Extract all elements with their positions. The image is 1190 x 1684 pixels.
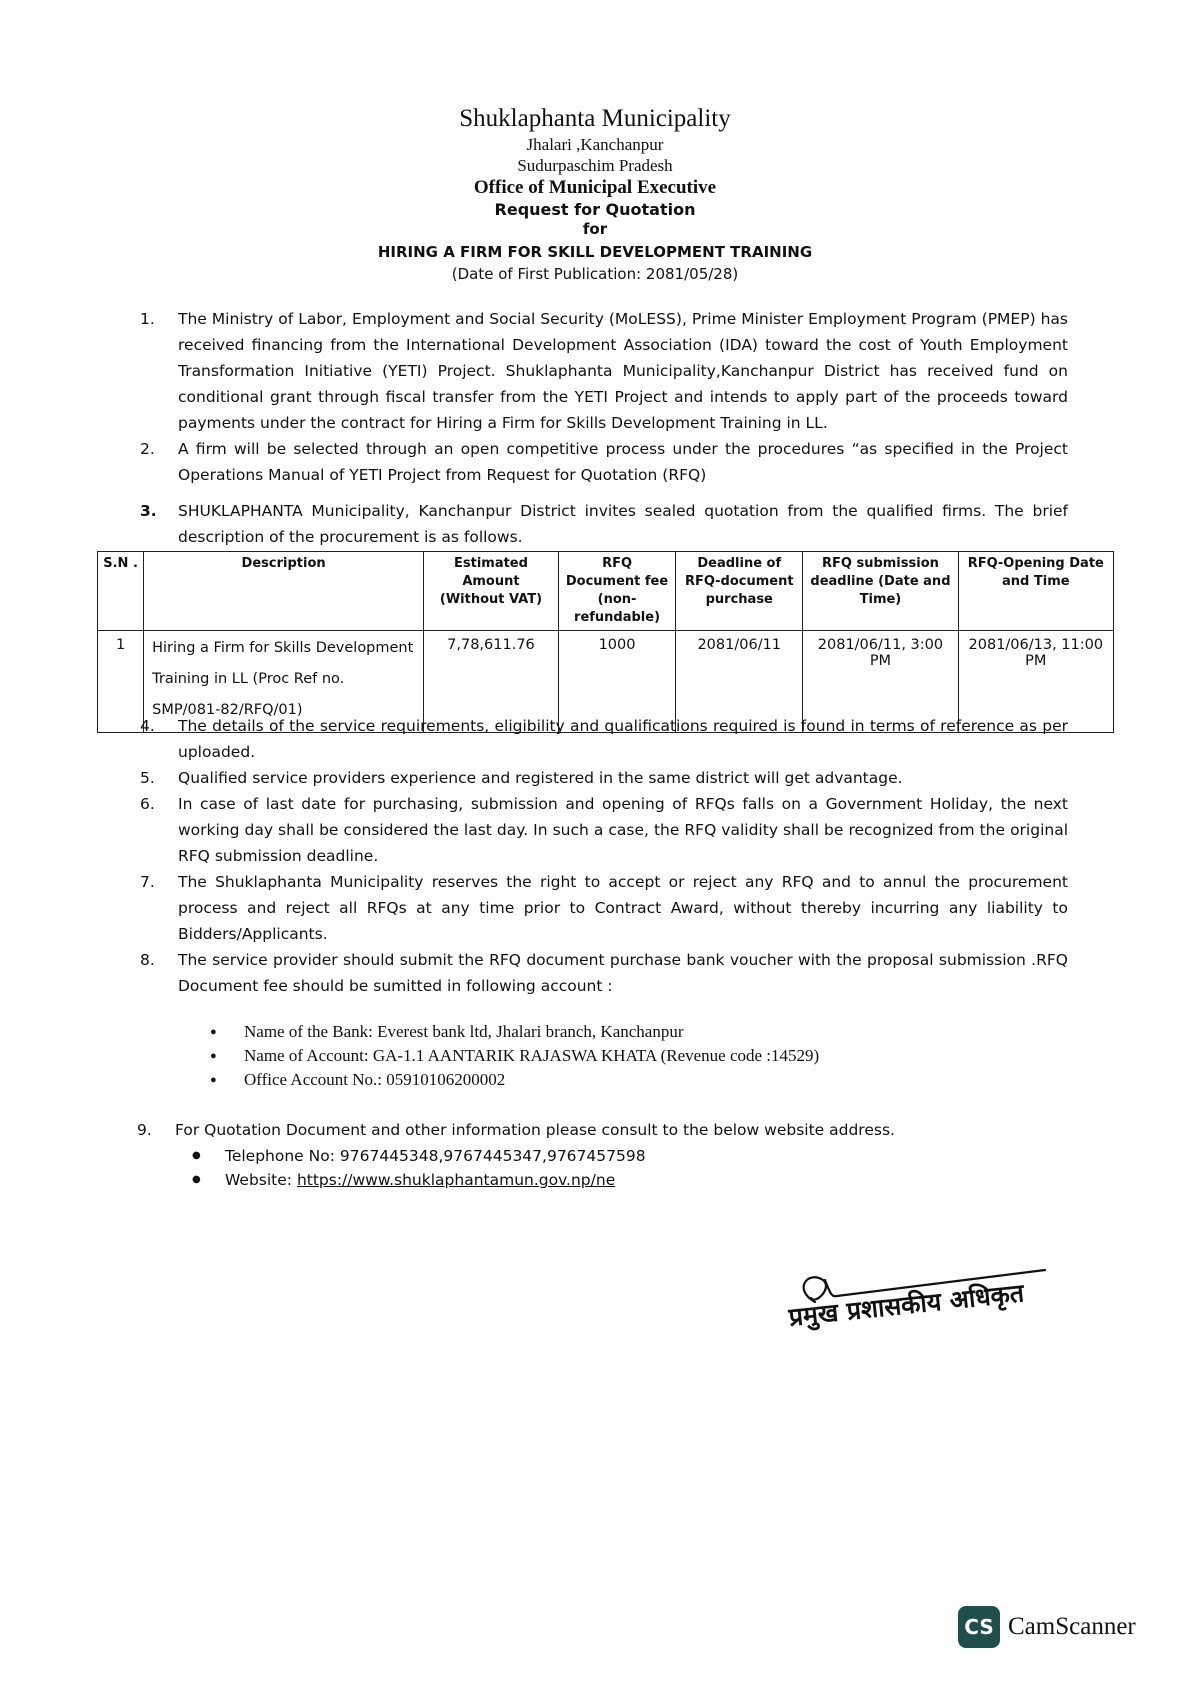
paragraph-7 xyxy=(140,869,1068,947)
cell-submission-deadline: 2081/06/11, 3:00 PM xyxy=(803,631,958,733)
cell-rfq-fee: 1000 xyxy=(558,631,675,733)
paragraph-text: A firm will be selected through an open competitive process under the procedures “as specified in the Project Operations Manual of YETI Project from Request for Quotation (RFQ) xyxy=(178,440,1068,484)
paragraph-3 xyxy=(140,498,1068,550)
paragraph-1 xyxy=(140,306,1068,436)
header-sn: S.N . xyxy=(98,552,144,631)
paragraph-number: 1. xyxy=(140,310,155,328)
request-title: Request for Quotation xyxy=(494,200,696,219)
header-purchase-deadline: Deadline of RFQ-document purchase xyxy=(676,552,803,631)
paragraph-text: The Ministry of Labor, Employment and Social Security (MoLESS), Prime Minister Employment Program (PMEP) has received financing from the International Development Association (IDA) toward the cost of Youth Employment Transformation Initiative (YETI) Project. Shuklaphanta Municipality,Kanchanpur District has received fund on conditional grant through fiscal transfer from the YETI Project and intends to apply part of the proceeds toward payments under the contract for Hiring a Firm for Skills Development Training in LL. xyxy=(178,310,1068,432)
letterhead xyxy=(0,104,1190,285)
for-line: for xyxy=(582,220,608,238)
subject-title: HIRING A FIRM FOR SKILL DEVELOPMENT TRAINING xyxy=(377,243,813,261)
account-number: ● Office Account No.: 05910106200002 xyxy=(210,1068,819,1092)
cell-estimated-amount: 7,78,611.76 xyxy=(424,631,559,733)
paragraph-text: For Quotation Document and other information please consult to the below website address. xyxy=(175,1121,895,1139)
header-submission-deadline: RFQ submission deadline (Date and Time) xyxy=(803,552,958,631)
address-line-1: Jhalari ,Kanchanpur xyxy=(526,135,664,154)
signature-title: प्रमुख प्रशासकीय अधिकृत xyxy=(787,1278,1026,1332)
publication-date: (Date of First Publication: 2081/05/28) xyxy=(451,265,739,283)
paragraph-number: 2. xyxy=(140,440,155,458)
paragraph-8 xyxy=(140,947,1068,999)
paragraph-2 xyxy=(140,436,1068,488)
org-name: Shuklaphanta Municipality xyxy=(459,105,731,132)
paragraph-number: 3. xyxy=(140,502,157,520)
cell-description: Hiring a Firm for Skills Development Training in LL (Proc Ref no. SMP/081-82/RFQ/01) xyxy=(144,631,424,733)
paragraph-text: The service provider should submit the RFQ document purchase bank voucher with the proposal submission .RFQ Document fee should be sumitted in following account : xyxy=(178,951,1068,995)
website-link[interactable]: https://www.shuklaphantamun.gov.np/ne xyxy=(296,1171,616,1189)
paragraph-text: Qualified service providers experience and registered in the same district will get advantage. xyxy=(178,769,903,787)
paragraph-number: 6. xyxy=(140,795,155,813)
contact-details xyxy=(192,1144,646,1192)
paragraph-6 xyxy=(140,791,1068,869)
telephone: ● Telephone No: 9767445348,9767445347,9767457598 xyxy=(192,1144,646,1168)
header-opening-date: RFQ-Opening Date and Time xyxy=(958,552,1113,631)
paragraph-text: SHUKLAPHANTA Municipality, Kanchanpur District invites sealed quotation from the qualified firms. The brief description of the procurement is as follows. xyxy=(178,502,1068,546)
paragraph-5 xyxy=(140,765,1068,791)
camscanner-watermark xyxy=(958,1606,1136,1648)
signature-block xyxy=(785,1250,1065,1350)
paragraph-number: 5. xyxy=(140,769,155,787)
cell-opening-date: 2081/06/13, 11:00 PM xyxy=(958,631,1113,733)
office-name: Office of Municipal Executive xyxy=(473,177,717,198)
header-description: Description xyxy=(144,552,424,631)
paragraph-4 xyxy=(140,713,1068,765)
paragraph-number: 8. xyxy=(140,951,155,969)
paragraph-number: 4. xyxy=(140,717,155,735)
header-estimated-amount: Estimated Amount (Without VAT) xyxy=(424,552,559,631)
account-name: ● Name of Account: GA-1.1 AANTARIK RAJASWA KHATA (Revenue code :14529) xyxy=(210,1044,819,1068)
camscanner-text: CamScanner xyxy=(1008,1613,1136,1640)
bank-details xyxy=(210,1020,819,1092)
paragraph-text: The details of the service requirements, eligibility and qualifications required is found in terms of reference as per uploaded. xyxy=(178,717,1068,761)
header-rfq-fee: RFQ Document fee (non-refundable) xyxy=(558,552,675,631)
website-label: Website: xyxy=(225,1171,297,1189)
cell-sn: 1 xyxy=(98,631,144,733)
paragraph-text: In case of last date for purchasing, submission and opening of RFQs falls on a Government Holiday, the next working day shall be considered the last day. In such a case, the RFQ validity shall be recognized from the original RFQ submission deadline. xyxy=(178,795,1068,865)
bank-name: ● Name of the Bank: Everest bank ltd, Jhalari branch, Kanchanpur xyxy=(210,1020,819,1044)
paragraph-number: 9. xyxy=(137,1121,152,1139)
paragraph-9 xyxy=(137,1117,1065,1143)
procurement-table xyxy=(97,551,1114,733)
camscanner-logo-icon: CS xyxy=(958,1606,1000,1648)
table-header-row xyxy=(98,552,1114,631)
website-line xyxy=(192,1168,646,1192)
paragraph-text: The Shuklaphanta Municipality reserves the right to accept or reject any RFQ and to annul the procurement process and reject all RFQs at any time prior to Contract Award, without thereby incurring any liability to Bidders/Applicants. xyxy=(178,873,1068,943)
cell-purchase-deadline: 2081/06/11 xyxy=(676,631,803,733)
paragraph-number: 7. xyxy=(140,873,155,891)
address-line-2: Sudurpaschim Pradesh xyxy=(517,156,673,175)
